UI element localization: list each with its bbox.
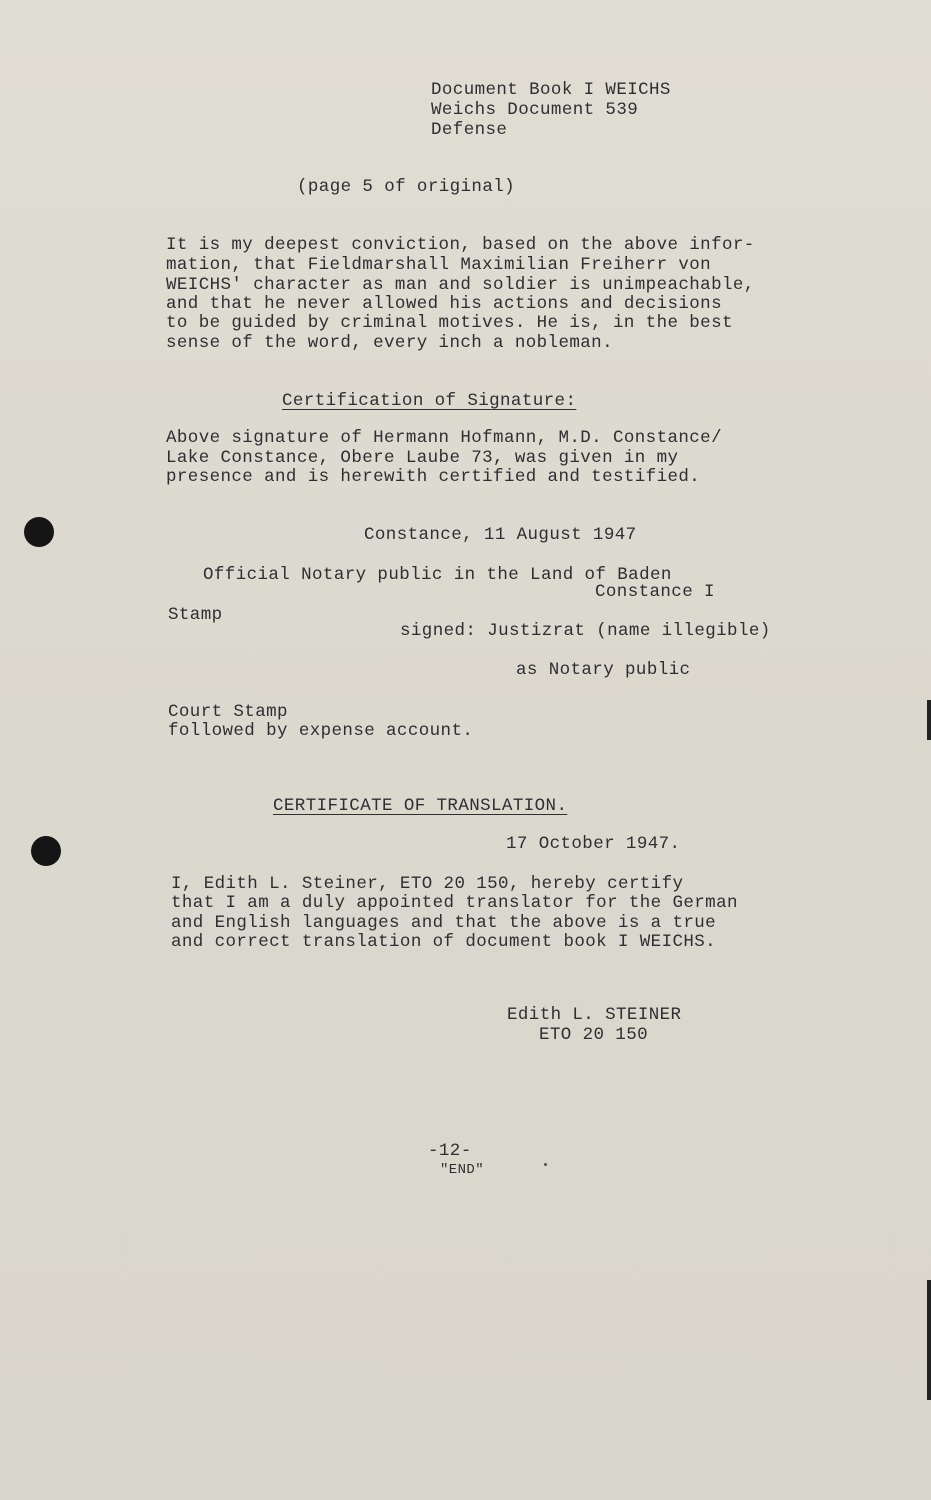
conviction-line: It is my deepest conviction, based on the above infor-: [166, 235, 755, 255]
translation-heading: CERTIFICATE OF TRANSLATION.: [273, 796, 568, 816]
stamp-label: Stamp: [168, 605, 223, 625]
conviction-line: mation, that Fieldmarshall Maximilian Freiherr von: [166, 255, 712, 275]
expense-line: followed by expense account.: [168, 721, 474, 741]
signed-line: signed: Justizrat (name illegible): [400, 621, 771, 641]
page-reference: (page 5 of original): [297, 177, 516, 197]
end-mark: "END": [440, 1162, 485, 1178]
certification-line: presence and is herewith certified and testified.: [166, 467, 701, 487]
conviction-line: and that he never allowed his actions and decisions: [166, 294, 722, 314]
signer-name: Edith L. STEINER: [507, 1005, 682, 1025]
as-notary-line: as Notary public: [516, 660, 691, 680]
header-line-1: Document Book I WEICHS: [431, 80, 671, 100]
court-stamp-label: Court Stamp: [168, 702, 288, 722]
notary-line-1: Official Notary public in the Land of Baden: [203, 565, 672, 585]
conviction-line: to be guided by criminal motives. He is, in the best: [166, 313, 733, 333]
punch-hole: [31, 836, 61, 866]
certification-line: Above signature of Hermann Hofmann, M.D. Constance/: [166, 428, 722, 448]
translation-line: I, Edith L. Steiner, ETO 20 150, hereby certify: [171, 874, 684, 894]
page-edge-shadow: [927, 1280, 931, 1400]
signer-id: ETO 20 150: [539, 1025, 649, 1045]
conviction-line: WEICHS' character as man and soldier is unimpeachable,: [166, 275, 755, 295]
translation-line: and correct translation of document book I WEICHS.: [171, 932, 717, 952]
certification-line: Lake Constance, Obere Laube 73, was given in my: [166, 448, 679, 468]
header-line-2: Weichs Document 539: [431, 100, 639, 120]
page-number: -12-: [428, 1141, 472, 1161]
page-edge-shadow: [927, 700, 931, 740]
header-line-3: Defense: [431, 120, 508, 140]
notary-line-2: Constance I: [595, 582, 715, 602]
punch-hole: [24, 517, 54, 547]
place-date: Constance, 11 August 1947: [364, 525, 637, 545]
translation-date: 17 October 1947.: [506, 834, 681, 854]
translation-line: and English languages and that the above is a true: [171, 913, 717, 933]
certification-heading: Certification of Signature:: [282, 391, 577, 411]
ink-fleck: [544, 1163, 547, 1166]
conviction-line: sense of the word, every inch a nobleman.: [166, 333, 613, 353]
translation-line: that I am a duly appointed translator for the German: [171, 893, 738, 913]
